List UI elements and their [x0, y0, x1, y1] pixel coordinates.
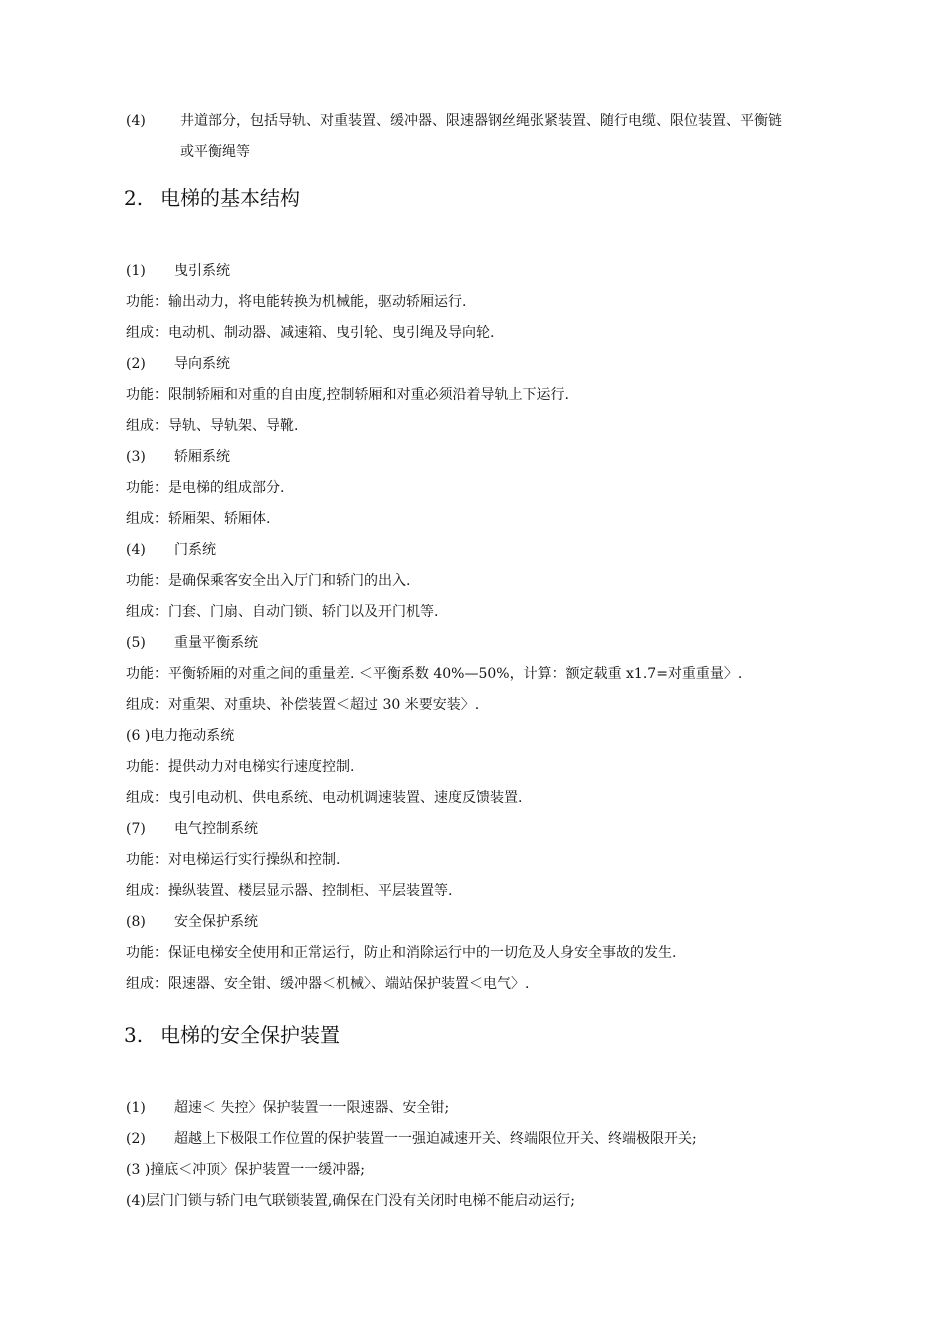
system-item-number: (5) [126, 635, 146, 651]
system-item-composition: 组成：曳引电动机、供电系统、电动机调速装置、速度反馈装置. [126, 790, 523, 806]
system-item-composition: 组成：轿厢架、轿厢体. [126, 511, 271, 527]
section-3-title: 电梯的安全保护装置 [160, 1023, 340, 1047]
section-3-heading [124, 1021, 340, 1049]
system-item-function: 功能：是确保乘客安全出入厅门和轿门的出入. [126, 573, 411, 589]
safety-item-number: (2) [126, 1131, 146, 1147]
system-item-function: 功能：提供动力对电梯实行速度控制. [126, 759, 355, 775]
section-2-title: 电梯的基本结构 [160, 186, 300, 210]
safety-item [126, 1160, 365, 1180]
section-2-heading [124, 184, 300, 212]
system-item-function: 功能：对电梯运行实行操纵和控制. [126, 852, 341, 868]
system-item-name: 重量平衡系统 [174, 635, 258, 651]
system-item-name: 导向系统 [174, 356, 230, 372]
system-item-title [126, 819, 258, 839]
system-item-composition: 组成：电动机、制动器、减速箱、曳引轮、曳引绳及导向轮. [126, 325, 495, 341]
system-item-name: 安全保护系统 [174, 914, 258, 930]
system-item-title [126, 633, 258, 653]
system-item-name: 门系统 [174, 542, 216, 558]
safety-item-number: (3 ) [126, 1162, 151, 1178]
system-item-title [126, 261, 230, 281]
system-item-number: (8) [126, 914, 146, 930]
system-item-composition: 组成：导轨、导轨架、导靴. [126, 418, 299, 434]
safety-item-number: (1) [126, 1100, 146, 1116]
intro-item-line-1 [126, 111, 782, 131]
system-item-number: (3) [126, 449, 146, 465]
system-item-number: (6 ) [126, 728, 151, 744]
system-item-composition: 组成：门套、门扇、自动门锁、轿门以及开门机等. [126, 604, 439, 620]
system-item-name: 曳引系统 [174, 263, 230, 279]
system-item-composition: 组成：限速器、安全钳、缓冲器＜机械〉、端站保护装置＜电气〉. [126, 976, 530, 992]
system-item-name: 轿厢系统 [174, 449, 230, 465]
system-item-title [126, 540, 216, 560]
intro-item-text: 井道部分，包括导轨、对重装置、缓冲器、限速器钢丝绳张紧装置、随行电缆、限位装置、平衡链 [180, 113, 782, 129]
safety-item-number: (4) [126, 1193, 146, 1209]
safety-item-text: 层门门锁与轿门电气联锁装置,确保在门没有关闭时电梯不能启动运行; [145, 1193, 576, 1209]
system-item-composition: 组成：操纵装置、楼层显示器、控制柜、平层装置等. [126, 883, 453, 899]
safety-item-text: 超速＜ 失控〉保护装置一一限速器、安全钳; [174, 1100, 450, 1116]
system-item-number: (4) [126, 542, 146, 558]
system-item-title [126, 912, 258, 932]
section-2-number: 2. [124, 186, 144, 210]
system-item-function: 功能：限制轿厢和对重的自由度,控制轿厢和对重必须沿着导轨上下运行. [126, 387, 569, 403]
system-item-name: 电气控制系统 [174, 821, 258, 837]
safety-item [126, 1129, 697, 1149]
intro-item-line-2: 或平衡绳等 [180, 144, 250, 160]
system-item-number: (2) [126, 356, 146, 372]
system-item-title [126, 447, 230, 467]
safety-item-text: 撞底＜冲顶〉保护装置一一缓冲器; [150, 1162, 365, 1178]
safety-item [126, 1098, 449, 1118]
system-item-name: 电力拖动系统 [150, 728, 235, 744]
system-item-function: 功能：是电梯的组成部分. [126, 480, 285, 496]
system-item-composition: 组成：对重架、对重块、补偿装置＜超过 30 米要安装〉. [126, 697, 480, 713]
system-item-title [126, 354, 230, 374]
safety-item [126, 1191, 575, 1211]
section-3-number: 3. [124, 1023, 144, 1047]
system-item-title [126, 726, 234, 746]
safety-item-text: 超越上下极限工作位置的保护装置一一强迫减速开关、终端限位开关、终端极限开关; [174, 1131, 697, 1147]
system-item-number: (1) [126, 263, 146, 279]
system-item-number: (7) [126, 821, 146, 837]
system-item-function: 功能：输出动力，将电能转换为机械能，驱动轿厢运行. [126, 294, 467, 310]
intro-item-number: (4) [126, 113, 146, 129]
system-item-function: 功能：平衡轿厢的对重之间的重量差. ＜平衡系数 40%—50%，计算：额定载重 x1.7=对重重量〉. [126, 666, 743, 682]
system-item-function: 功能：保证电梯安全使用和正常运行，防止和消除运行中的一切危及人身安全事故的发生. [126, 945, 677, 961]
